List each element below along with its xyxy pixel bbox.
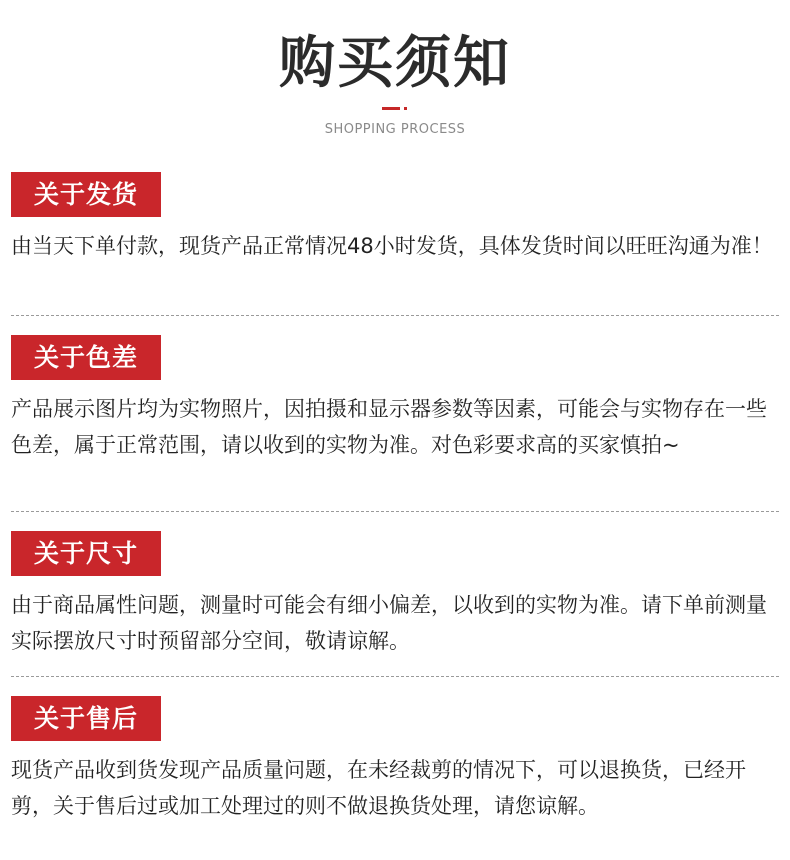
section-divider [11,676,779,677]
section-body-shipping: 由当天下单付款，现货产品正常情况48小时发货，具体发货时间以旺旺沟通为准！ [11,234,773,258]
section-divider [11,511,779,512]
accent-dot [404,107,407,110]
section-body-size: 由于商品属性问题，测量时可能会有细小偏差，以收到的实物为准。请下单前测量实际摆放尺寸时预留部分空间，敬请谅解。 [11,593,767,653]
accent-dash [382,107,400,110]
section-body-after-sales: 现货产品收到货发现产品质量问题，在未经裁剪的情况下，可以退换货，已经开剪，关于售后过或加工处理过的则不做退换货处理，请您谅解。 [11,758,746,818]
page-subtitle: SHOPPING PROCESS [324,122,466,137]
title-accent-line [382,107,410,111]
section-divider [11,315,779,316]
section-tag-size: 关于尺寸 [11,531,161,576]
section-body-color-difference: 产品展示图片均为实物照片，因拍摄和显示器参数等因素，可能会与实物存在一些色差，属于正常范围，请以收到的实物为准。对色彩要求高的买家慎拍~ [11,397,767,457]
page-title: 购买须知 [279,31,511,96]
section-tag-color-difference: 关于色差 [11,335,161,380]
section-tag-after-sales: 关于售后 [11,696,161,741]
page-header [0,0,790,150]
section-tag-shipping: 关于发货 [11,172,161,217]
